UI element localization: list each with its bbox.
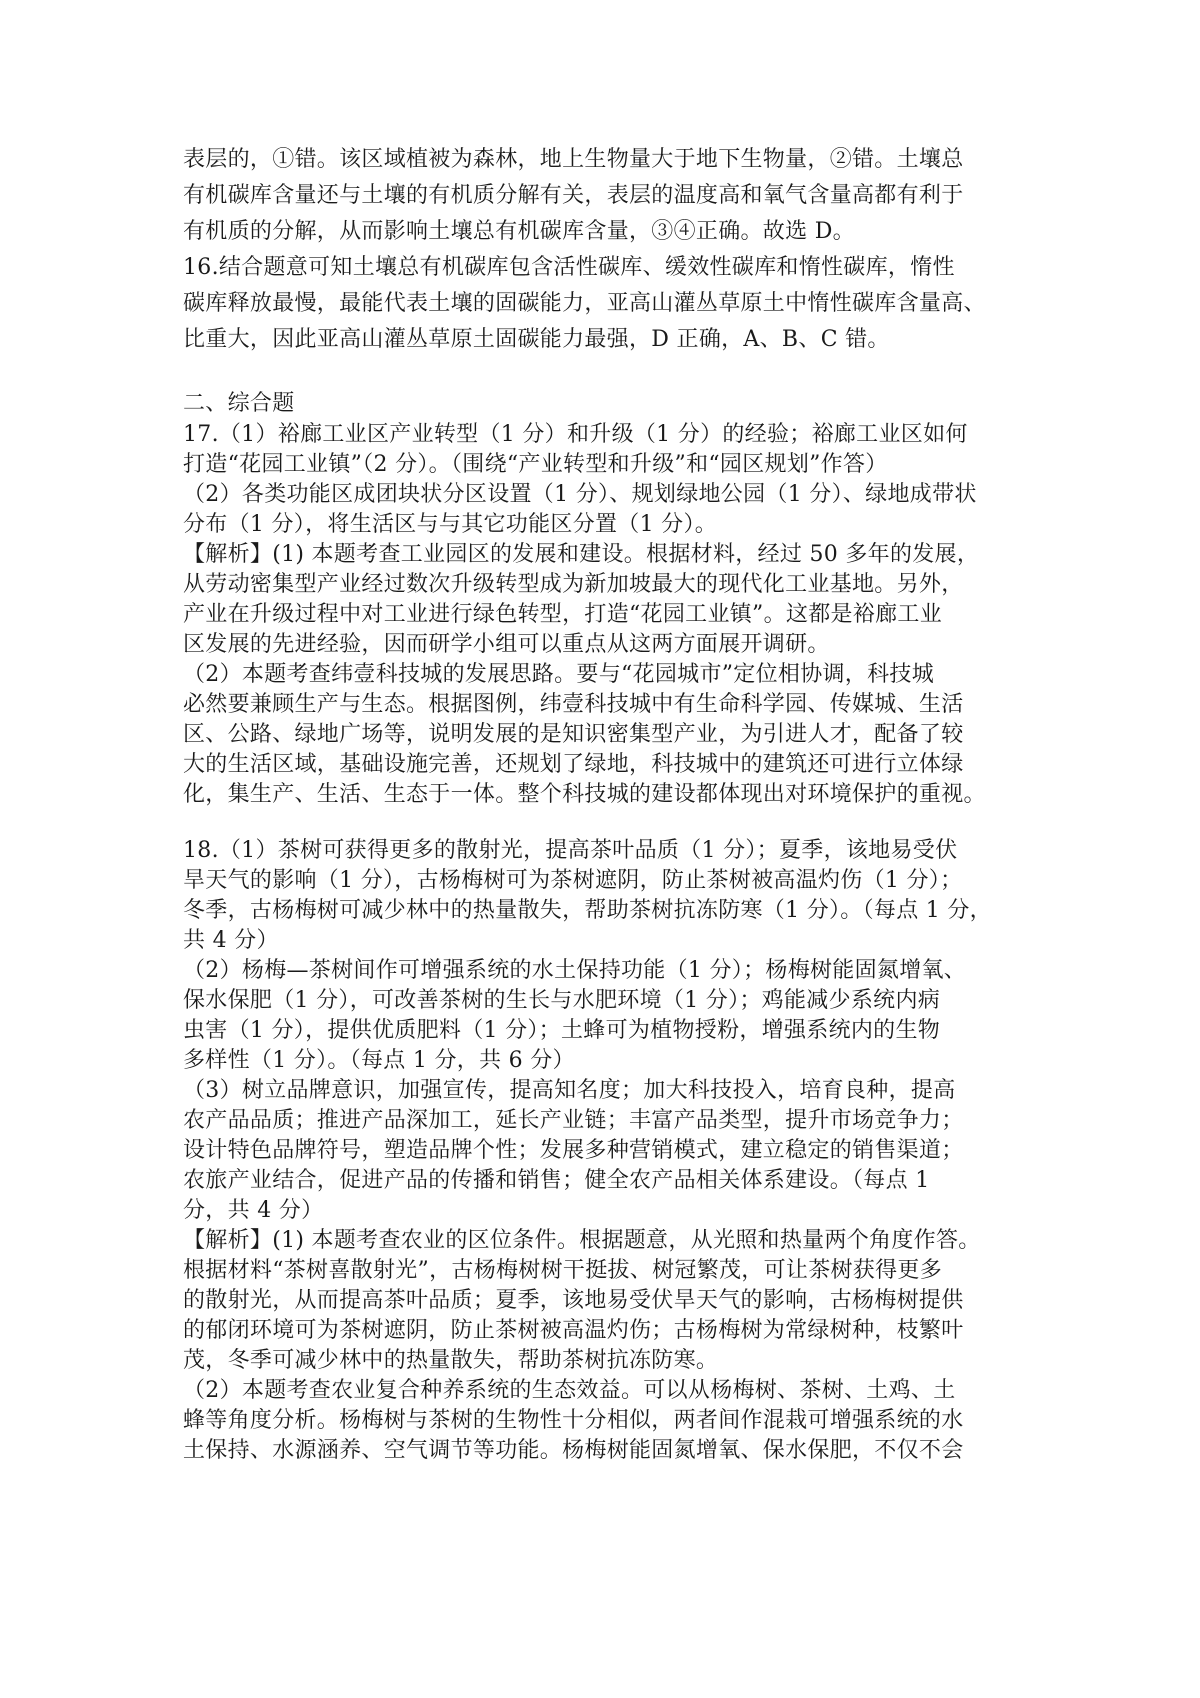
text-line: 虫害（1 分），提供优质肥料（1 分）；土蜂可为植物授粉，增强系统内的生物 (183, 1018, 941, 1043)
text-line: 产业在升级过程中对工业进行绿色转型，打造“花园工业镇”。这都是裕廊工业 (183, 602, 942, 627)
text-line: 农产品品质；推进产品深加工，延长产业链；丰富产品类型，提升市场竞争力； (183, 1108, 964, 1133)
text-line: 16.结合题意可知土壤总有机碳库包含活性碳库、缓效性碳库和惰性碳库，惰性 (183, 255, 955, 280)
text-line: 土保持、水源涵养、空气调节等功能。杨梅树能固氮增氧、保水保肥，不仅不会 (183, 1438, 964, 1463)
text-line: 大的生活区域，基础设施完善，还规划了绿地，科技城中的建筑还可进行立体绿 (183, 752, 964, 777)
text-line: 根据材料“茶树喜散射光”，古杨梅树树干挺拔、树冠繁茂，可让茶树获得更多 (183, 1258, 942, 1283)
text-line: 农旅产业结合，促进产品的传播和销售；健全农产品相关体系建设。（每点 1 (183, 1168, 930, 1193)
text-line: 17.（1）裕廊工业区产业转型（1 分）和升级（1 分）的经验；裕廊工业区如何 (183, 422, 968, 447)
text-line: 多样性（1 分）。（每点 1 分，共 6 分） (183, 1048, 575, 1073)
document-body (183, 142, 1023, 1466)
text-line: 区发展的先进经验，因而研学小组可以重点从这两方面展开调研。 (183, 632, 830, 657)
text-line: （3）树立品牌意识，加强宣传，提高知名度；加大科技投入，培育良种，提高 (183, 1078, 956, 1103)
text-line: 有机质的分解，从而影响土壤总有机碳库含量，③④正确。故选 D。 (183, 219, 855, 244)
text-line: 18.（1）茶树可获得更多的散射光，提高茶叶品质（1 分）；夏季，该地易受伏 (183, 838, 958, 863)
text-line: 分，共 4 分） (183, 1198, 324, 1223)
text-line: 有机碳库含量还与土壤的有机质分解有关，表层的温度高和氧气含量高都有利于 (183, 183, 964, 208)
text-line: 打造“花园工业镇”（2 分）。（围绕“产业转型和升级”和“园区规划”作答） (183, 452, 888, 477)
text-line: 从劳动密集型产业经过数次升级转型成为新加坡最大的现代化工业基地。另外， (183, 572, 964, 597)
answer-block-top (183, 142, 1023, 358)
text-line: 蜂等角度分析。杨梅树与茶树的生物性十分相似，两者间作混栽可增强系统的水 (183, 1408, 964, 1433)
text-line: 分布（1 分），将生活区与与其它功能区分置（1 分）。 (183, 512, 718, 537)
text-line: 必然要兼顾生产与生态。根据图例，纬壹科技城中有生命科学园、传媒城、生活 (183, 692, 964, 717)
text-line: 的散射光，从而提高茶叶品质；夏季，该地易受伏旱天气的影响，古杨梅树提供 (183, 1288, 964, 1313)
text-line: 碳库释放最慢，最能代表土壤的固碳能力，亚高山灌丛草原土中惰性碳库含量高、 (183, 291, 986, 316)
text-line: 保水保肥（1 分），可改善茶树的生长与水肥环境（1 分）；鸡能减少系统内病 (183, 988, 941, 1013)
text-line: 化，集生产、生活、生态于一体。整个科技城的建设都体现出对环境保护的重视。 (183, 782, 986, 807)
text-line: （2）本题考查农业复合种养系统的生态效益。可以从杨梅树、茶树、土鸡、土 (183, 1378, 956, 1403)
section-title: 二、综合题 (183, 391, 295, 416)
text-line: （2）杨梅—茶树间作可增强系统的水土保持功能（1 分）；杨梅树能固氮增氧、 (183, 958, 967, 983)
text-line: （2）本题考查纬壹科技城的发展思路。要与“花园城市”定位相协调，科技城 (183, 662, 934, 687)
text-line: 比重大，因此亚高山灌丛草原土固碳能力最强，D 正确，A、B、C 错。 (183, 327, 890, 352)
text-line: （2）各类功能区成团块状分区设置（1 分）、规划绿地公园（1 分）、绿地成带状 (183, 482, 977, 507)
text-line: 旱天气的影响（1 分），古杨梅树可为茶树遮阴，防止茶树被高温灼伤（1 分）； (183, 868, 963, 893)
text-line: 的郁闭环境可为茶树遮阴，防止茶树被高温灼伤；古杨梅树为常绿树种，枝繁叶 (183, 1318, 964, 1343)
text-line: 茂，冬季可减少林中的热量散失，帮助茶树抗冻防寒。 (183, 1348, 719, 1373)
question-18-answer (183, 836, 1023, 1466)
text-line: 表层的，①错。该区域植被为森林，地上生物量大于地下生物量，②错。土壤总 (183, 147, 964, 172)
text-line: 共 4 分） (183, 928, 279, 953)
question-17-answer (183, 420, 1023, 810)
text-line: 区、公路、绿地广场等，说明发展的是知识密集型产业，为引进人才，配备了较 (183, 722, 964, 747)
text-line: 【解析】(1) 本题考查农业的区位条件。根据题意，从光照和热量两个角度作答。 (183, 1228, 981, 1253)
text-line: 【解析】(1) 本题考查工业园区的发展和建设。根据材料，经过 50 多年的发展， (183, 542, 980, 567)
text-line: 设计特色品牌符号，塑造品牌个性；发展多种营销模式，建立稳定的销售渠道； (183, 1138, 964, 1163)
text-line: 冬季，古杨梅树可减少林中的热量散失，帮助茶树抗冻防寒（1 分）。（每点 1 分， (183, 898, 992, 923)
